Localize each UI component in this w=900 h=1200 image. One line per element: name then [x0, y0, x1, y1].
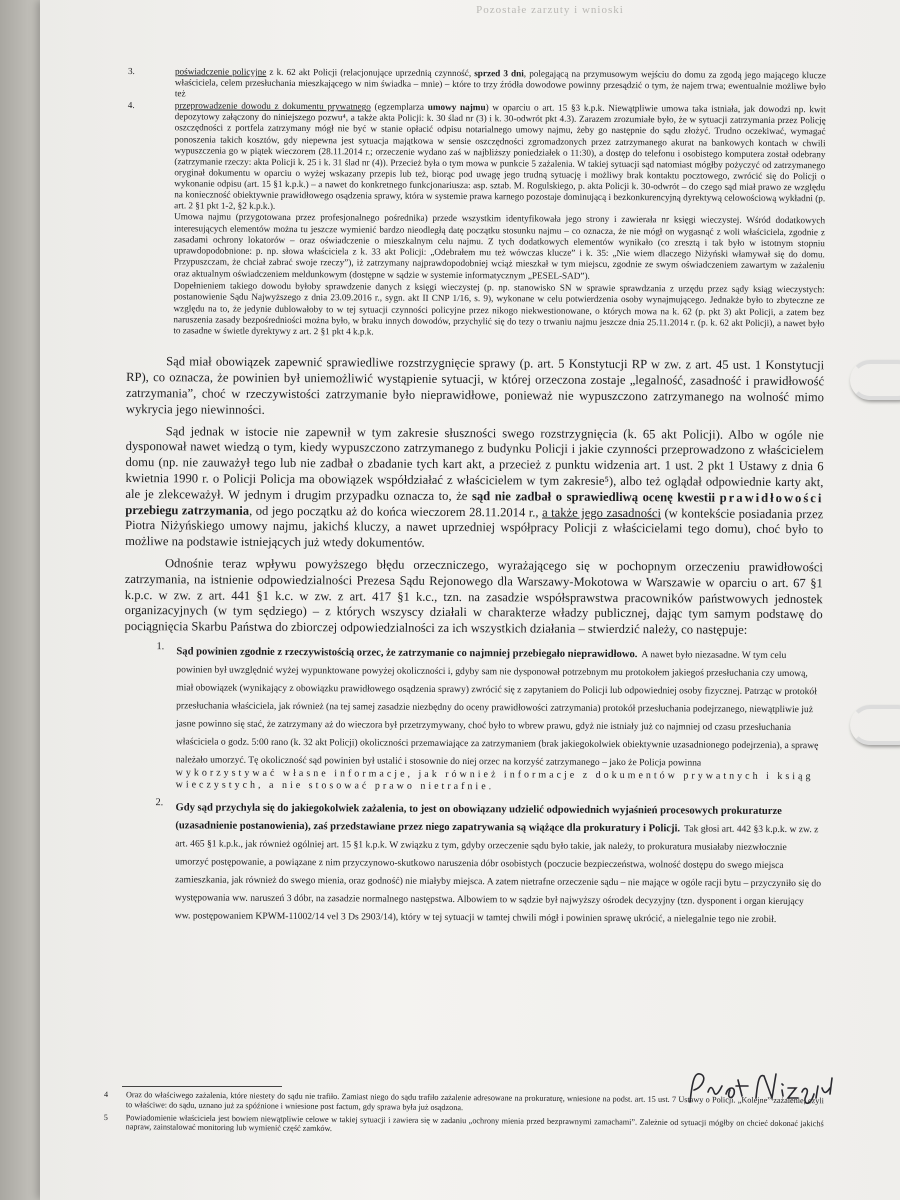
- conclusion-1: 1. Sąd powinien zgodnie z rzeczywistością orzec, że zatrzymanie co najmniej przebiegało nieprawidłowo. A nawet było niezasadne. W tym celu powinien był uwzględnić wyżej wypunktowane powyżej okoliczności i, gdyby sam nie dysponował potrzebnym mu protokołem jakiegoś przesłuchania czy umową, miał obowiązek (wynikający z obowiązku prawidłowego osądzenia sprawy) zwrócić się z zapytaniem do Policji lub odpowiedniej osoby fizycznej. Patrząc w protokół przesłuchania właściciela, jak również (na tej samej zasadzie niezbędny do oceny prawidłowości zatrzymania) protokół przesłuchania podejrzanego, niewątpliwie już jasne powinno się stać, że zatrzymany aż do wieczora był przetrzymywany, choć było to wbrew prawu, gdyż nie istniały już co najmniej od czasu przesłuchania właściciela o godz. 5:00 rano (k. 32 akt Policji) okoliczności przemawiające za zatrzymaniem (brak jakiegokolwiek obiektywnie uzasadnionego podejrzenia), a sprawę należało umorzyć. Tę okoliczność sąd powinien był ustalić i stosownie do niej orzec na korzyść zatrzymanego – jako że Policja powinna wykorzystywać własne informacje, jak również informacje z dokumentów prywatnych i ksiąg wieczystych, a nie stosować prawo nietrafnie.: [156, 641, 819, 793]
- binder-ring-top: [850, 360, 900, 400]
- footnotes: [104, 1090, 824, 1141]
- binder-ring-bottom: [850, 705, 900, 745]
- document-body: [123, 66, 826, 933]
- binder-shadow: [0, 0, 40, 1200]
- lease-agreement-paragraph: Umowa najmu (przygotowana przez profesjonalnego pośrednika) przede wszystkim identyfikowała jego strony i zawierała nr księgi wieczystej. Wśród dodatkowych interesujących elementów można tu jeszcze wymienić bardzo nieodległą datę początku stosunku najmu – co oznacza, że nie mógł on wygasnąć z woli właściciela, zgodnie z zasadami ochrony lokatorów – oraz oświadczenie o mieszkalnym celu najmu. Z tych dodatkowych elementów wynikało (co zresztą i tak było w istotnym stopniu uprawdopodobnione: p. np. słowa właściciela z k. 33 akt Policji: „Odebrałem mu też wówczas klucze” i k. 35: „Nie wiem dlaczego Niżyński włamywał się do domu. Przypuszczam, że chciał zabrać swoje rzeczy”), iż zatrzymany najprawdopodobniej wciąż mieszkał w tym miejscu, zgodnie ze swym oświadczeniem zawartym w zażaleniu oraz aktualnym oświadczeniem meldunkowym (dostępne w sądzie w systemie informatycznym „PESEL-SAD”).: [173, 211, 826, 281]
- list-item-3: 3. poświadczenie policyjne z k. 62 akt Policji (relacjonujące uprzednią czynność, sprzed 3 dni, polegającą na przymusowym wejściu do domu za zgodą jego mającego klucze właściciela, celem przesłuchania mieszkającego w nim świadka – mnie) – które to trzy źródła dowodowe powinny przesądzić o tym, że najem trwa; ewentualnie możliwe było też: [127, 66, 826, 99]
- conclusion-2: 2. Gdy sąd przychyla się do jakiegokolwiek zażalenia, to jest on obowiązany udzielić odpowiednich wyjaśnień procesowych prokuraturze (uzasadnienie postanowienia), zaś przedstawiane przez niego zapatrywania są wiążące dla prokuratury i Policji. Tak głosi art. 442 §3 k.p.k. w zw. z art. 465 §1 k.p.k., jak również ogólniej art. 15 §1 k.p.k. W związku z tym, gdyby orzeczenie sądu było takie, jak należy, to prokuratura musiałaby niezwłocznie umorzyć postępowanie, a powiązane z nim przyczynowo-skutkowo naruszenia dóbr osobistych (poczucie bezpieczeństwa, wolność dostępu do swego miejsca zamieszkania, jak również do swego mienia, oraz godność) nie miałyby miejsca. A zatem nietrafne orzeczenie sądu – nie mające w ogóle racji bytu – przyczyniło się do występowania ww. naruszeń 3 dóbr, na zasadzie normalnego następstwa. Albowiem to w sądzie był najwyższy ośrodek decyzyjny (tzn. dysponent i organ kierujący ww. postępowaniem KPWM-11002/14 vel 3 Ds 2903/14), który w tej sytuacji w tamtej chwili mógł i powinien sprawę ukrócić, a nielegalnie tego nie zrobił.: [155, 797, 822, 926]
- footnote-5: 5 Powiadomienie właściciela jest bowiem niewątpliwie celowe w takiej sytuacji i zawiera się w zadaniu „ochrony mienia przed bezprawnymi zamachami”. Zależnie od sytuacji mógłby on chcieć dokonać jakichś napraw, zainstalować monitoring lub wymienić część zamków.: [103, 1112, 824, 1134]
- footnote-4: 4 Oraz do właściwego zażalenia, które niestety do sądu nie trafiło. Zamiast niego do sądu trafiło zażalenie adresowane na prokuraturę, wniesione na podst. art. 15 ust. 7 Ustawy o Policji. „Kolejne” zażalenie, czyli to właściwe: do sądu, uznano już za spóźnione i wniesione post factum, gdy sprawa była już osądzona.: [103, 1090, 824, 1112]
- land-registry-paragraph: Dopełnieniem takiego dowodu byłoby sprawdzenie danych z księgi wieczystej (p. np. stanowisko SN w sprawie sprawdzania z urzędu przez sądy ksiąg wieczystych: postanowienie Sądu Najwyższego z dnia 23.09.2016 r., sygn. akt II CNP 1/16, s. 9), wykonane w celu potwierdzenia osoby wynajmującego. Jednakże było to zbyteczne ze względu na to, że jedynie dublowałoby to w tej sytuacji czynności policyjne przez nikogo niekwestionowane, o których mowa na k. 62 (p. pkt 3) akt Policji, a zatem bez naruszenia zasady bezpośredniości można było, w braku innych dowodów, przychylić się do tezy o trwaniu najmu jeszcze dnia 25.11.2014 r. (p. k. 62 akt Policji), a nawet było to zasadne w świetle dyrektywy z art. 2 §1 pkt 4 k.p.k.: [173, 280, 825, 337]
- body-paragraph-3: Odnośnie teraz wpływu powyższego błędu orzeczniczego, wyrażającego się w pochopnym orzeczeniu prawidłowości zatrzymania, na istnienie odpowiedzialności Prezesa Sądu Rejonowego dla Warszawy-Mokotowa w Warszawie w oparciu o art. 67 §1 k.p.c. w zw. z art. 441 §1 k.c. w zw. z art. 417 §1 k.c., tzn. na zasadzie współsprawstwa pracowników państwowych jednostek organizacyjnych (w tym sędziego) – z których wszyscy działali w charakterze władzy publicznej, dając tym samym podstawę do pociągnięcia Skarbu Państwa do zbiorczej odpowiedzialności za ich wszystkich działania – stwierdzić należy, co następuje:: [124, 556, 823, 638]
- faded-header: Pozostałe zarzuty i wnioski: [476, 4, 624, 16]
- footnote-separator: [122, 1086, 282, 1087]
- list-item-4: 4. przeprowadzenie dowodu z dokumentu prywatnego (egzemplarza umowy najmu) w oparciu o art. 15 §3 k.p.k. Niewątpliwie umowa taka istniała, jak dowodzi np. kwit depozytowy załączony do niniejszego pozwu⁴, a także akta Policji: k. 30 ślad nr (3) i k. 30-odwrót pkt 4.3). Zarazem zrozumiałe było, że w sytuacji zatrzymania przez Policję oszczędności z portfela zatrzymany mógł nie być w stanie opłacić odpisu notarialnego umowy najmu, żeby go następnie do sądu złożyć. Trudno oczekiwać, wymagać ponoszenia takich kosztów, gdy niepewna jest sytuacja majątkowa w sensie oszczędności zgromadzonych przez zatrzymanego akurat na bankowych kontach w chwili wypuszczenia go w piątek wieczorem (28.11.2014 r.; orzeczenie wydano zaś w najbliższy poniedziałek o 11:30), a dostęp do telefonu i osobistego komputera został odebrany (zatrzymanie rzeczy: akta Policji k. 25 i k. 31 ślad nr (4)). Przecież była o tym mowa w punkcie 5 zażalenia. W takiej sytuacji sąd natomiast mógłby pożyczyć od zatrzymanego oryginał dokumentu w oparciu o wyżej wskazany przepis lub też, biorąc pod uwagę jego trudną sytuację i możliwy brak kontaktu pocztowego, zwrócić się do Policji o wykonanie odpisu (art. 15 §1 k.p.k.) – a nawet do konkretnego funkcjonariusza: asp. sztab. M. Rogulskiego, p. akta Policji k. 30-odwrót – do czego sąd miał prawo ze względu na konieczność obiektywnie prawidłowego osądzenia sprawy, która w systemie prawa karnego pozostaje dominującą i bezkonkurencyjną dyrektywą celowościową wykładni (p. art. 2 §1 pkt 1-2, §2 k.p.k.).: [127, 100, 826, 212]
- body-paragraph-2: Sąd jednak w istocie nie zapewnił w tym zakresie słuszności swego rozstrzygnięcia (k. 65 akt Policji). Albo w ogóle nie dysponował nawet wiedzą o tym, kiedy wypuszczono zatrzymanego z budynku Policji i jakie czynności przeprowadzono z właścicielem domu (np. nie zauważył tego lub nie zadbał o zbadanie tych kart akt, a przecież z punktu widzenia art. 1 ust. 2 pkt 1 Ustawy z dnia 6 kwietnia 1990 r. o Policji Policja ma obowiązek współdziałać z właścicielem w tym zakresie⁵), albo też oglądał odpowiednie karty akt, ale je zlekceważył. W jednym i drugim przypadku oznacza to, że sąd nie zadbał o sprawiedliwą ocenę kwestii prawidłowości przebiegu zatrzymania, od jego początku aż do końca wieczorem 28.11.2014 r., a także jego zasadności (w kontekście posiadania przez Piotra Niżyńskiego umowy najmu, jakichś kluczy, a nawet uprzedniej współpracy Policji z właścicielami tego domu), choć było to możliwe na podstawie istniejących już wtedy dokumentów.: [125, 423, 824, 551]
- body-paragraph-1: Sąd miał obowiązek zapewnić sprawiedliwe rozstrzygnięcie sprawy (p. art. 5 Konstytucji RP w zw. z art. 45 ust. 1 Konstytucji RP), co oznacza, że powinien był uniemożliwić wystąpienie sytuacji, w której orzeczona zostaje „legalność, zasadność i prawidłowość zatrzymania”, choć w rzeczywistości zatrzymanie było nieprawidłowe, ponieważ nie wypuszczono zatrzymanego na wolność mimo wykrycia jego niewinności.: [125, 354, 825, 417]
